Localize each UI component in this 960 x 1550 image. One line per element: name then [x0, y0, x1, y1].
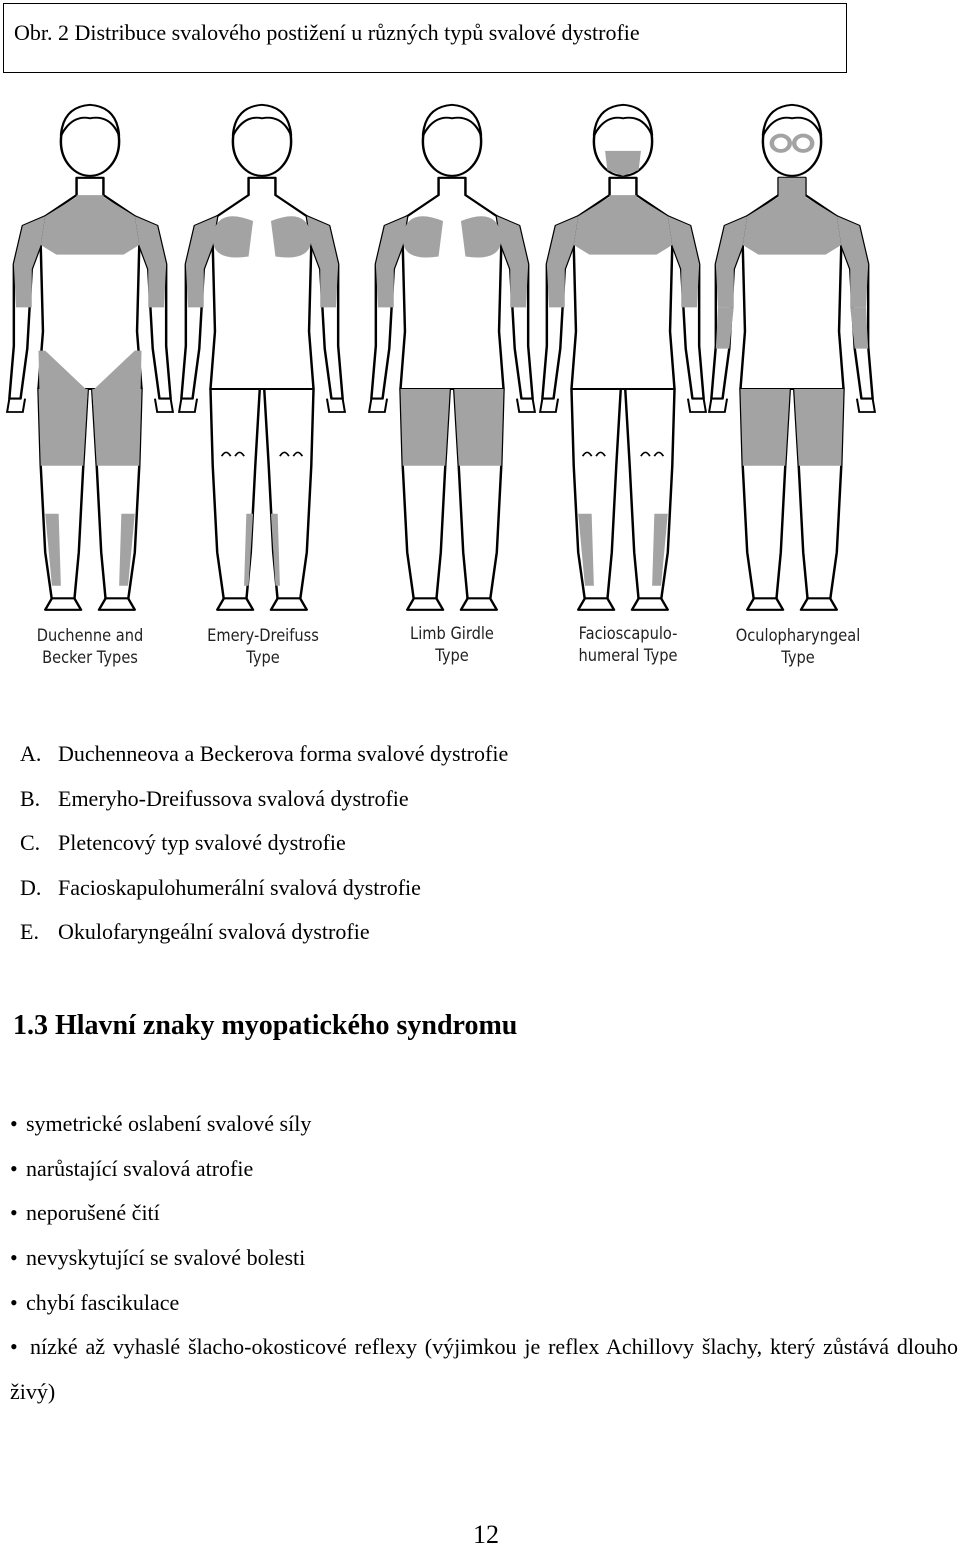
list-item: • neporušené čití — [10, 1200, 160, 1226]
list-item: • nevyskytující se svalové bolesti — [10, 1245, 306, 1271]
legend-item-a: A. Duchenneova a Beckerova forma svalové dystrofie — [20, 741, 509, 766]
label-limb-girdle: Limb Girdle Type — [410, 624, 494, 666]
legend-item-e: E. Okulofaryngeální svalová dystrofie — [20, 919, 370, 944]
body-oculopharyngeal — [709, 105, 875, 610]
legend-item-c: C. Pletencový typ svalové dystrofie — [20, 830, 346, 855]
muscular-dystrophy-figure — [0, 95, 960, 675]
body-outline — [540, 105, 706, 610]
list-item: • chybí fascikulace — [10, 1289, 180, 1315]
body-outline — [179, 105, 345, 610]
list-item: • narůstající svalová atrofie — [10, 1155, 254, 1181]
affected-region-thighs — [38, 389, 141, 466]
affected-region-shoulders — [743, 195, 842, 255]
affected-region-shoulders — [574, 195, 673, 255]
body-diagrams — [0, 95, 960, 675]
affected-region-shoulders — [41, 195, 140, 255]
body-outline — [369, 105, 535, 610]
figure-caption-box — [3, 3, 847, 73]
body-outline — [7, 105, 173, 610]
figure-caption: Obr. 2 Distribuce svalového postižení u různých typů svalové dystrofie — [14, 20, 640, 45]
affected-region-lowerLegs — [45, 514, 135, 586]
legend-item-b: B. Emeryho-Dreifussova svalová dystrofie — [20, 785, 409, 811]
affected-region-thighs — [740, 389, 843, 466]
affected-region-thighs — [400, 389, 503, 466]
section-heading: 1.3 Hlavní znaky myopatického syndromu — [13, 1010, 518, 1041]
body-facioscapulohumeral — [540, 105, 706, 610]
label-oculopharyngeal: Oculopharyngeal Type — [735, 626, 861, 668]
list-item: • symetrické oslabení svalové síly — [10, 1111, 312, 1136]
symptom-list — [10, 1102, 958, 1415]
label-emery-dreifuss: Emery-Dreifuss Type — [207, 626, 319, 668]
affected-region-neck — [779, 178, 806, 197]
body-emery-dreifuss — [179, 105, 345, 610]
list-item-long: • nízké až vyhaslé šlacho-okosticové reflexy (výjimkou je reflex Achillovy šlachy, který zůstává dlouho živý) — [10, 1334, 958, 1405]
page-number: 12 — [473, 1520, 499, 1549]
body-limb-girdle — [369, 105, 535, 610]
body-duchenne-becker — [7, 105, 173, 610]
label-facioscapulohumeral: Facioscapulo- humeral Type — [578, 624, 678, 666]
figure-legend — [20, 732, 508, 955]
affected-region-lowerLegs — [578, 514, 668, 586]
legend-item-d: D. Facioskapulohumerální svalová dystrofie — [20, 874, 421, 900]
label-duchenne-becker: Duchenne and Becker Types — [36, 626, 144, 668]
